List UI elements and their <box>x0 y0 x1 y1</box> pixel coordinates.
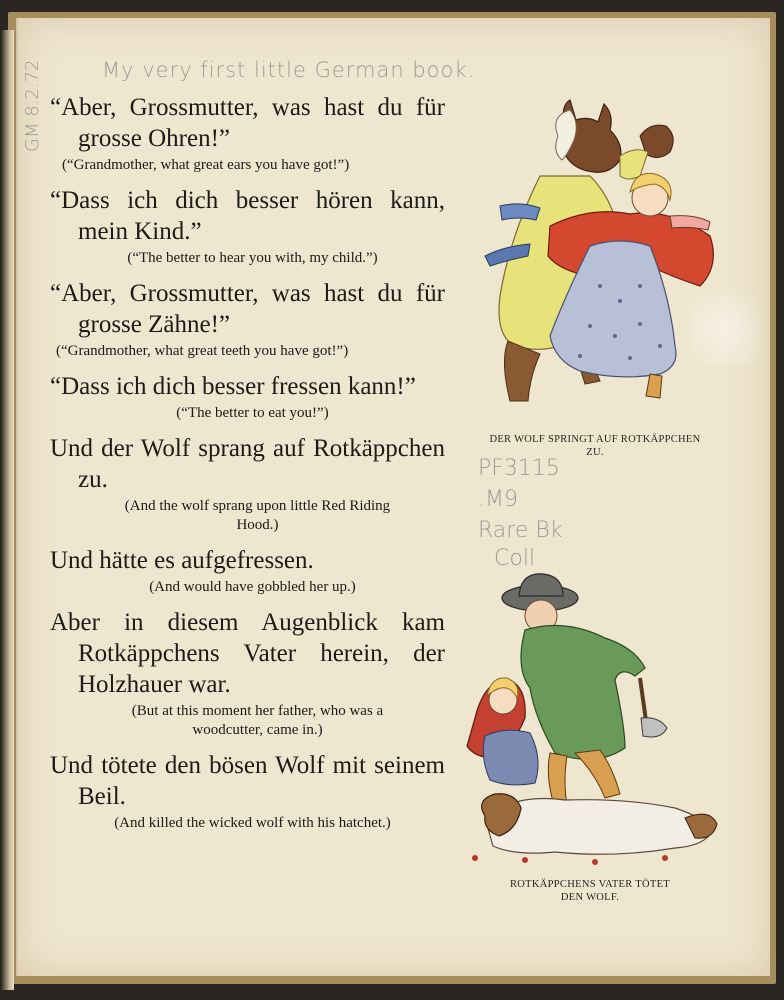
english-translation: (But at this moment her father, who was a woodcutter, came in.) <box>131 703 384 738</box>
call-number-line: .M9 <box>478 487 518 512</box>
woodcutter-illustration <box>455 568 730 878</box>
handwritten-note: My very first little German book. <box>102 58 476 82</box>
english-translation: (And would have gobbled her up.) <box>149 579 356 595</box>
german-line: “Aber, Grossmutter, was hast du für grosse Zähne!” <box>50 280 445 338</box>
german-line: Aber in diesem Augenblick kam Rotkäppchens Vater herein, der Holzhauer war. <box>50 609 445 698</box>
german-line: Und hätte es aufgefressen. <box>50 547 314 574</box>
caption-line: ZU. <box>586 447 604 458</box>
illustration-caption <box>480 878 700 904</box>
english-translation: (“The better to eat you!”) <box>176 405 329 421</box>
english-translation: (And the wolf sprang upon little Red Riding Hood.) <box>124 498 391 533</box>
german-line: Und tötete den bösen Wolf mit seinem Beil. <box>50 752 445 810</box>
german-line: “Dass ich dich besser fressen kann!” <box>50 373 416 400</box>
call-number-line: Coll <box>494 546 536 571</box>
illustration-caption <box>470 433 720 459</box>
caption-line: DEN WOLF. <box>560 892 620 903</box>
call-number-line: Rare Bk <box>478 518 563 543</box>
english-translation: (“The better to hear you with, my child.”) <box>127 250 378 266</box>
english-translation: (And killed the wicked wolf with his hatchet.) <box>114 815 391 831</box>
caption-line: ROTKÄPPCHENS VATER TÖTET <box>509 879 671 890</box>
call-number-line: PF3115 <box>478 456 560 481</box>
wolf-springs-illustration <box>470 96 730 416</box>
english-translation: (“Grandmother, what great ears you have got!”) <box>62 157 350 173</box>
handwritten-margin-code: GM 8.2.72 <box>22 59 43 152</box>
caption-line: DER WOLF SPRINGT AUF ROTKÄPPCHEN <box>489 434 701 445</box>
english-translation: (“Grandmother, what great teeth you have got!”) <box>56 343 349 359</box>
story-text <box>50 92 445 843</box>
page-edge <box>0 30 14 990</box>
german-line: “Aber, Grossmutter, was hast du für grosse Ohren!” <box>50 94 445 152</box>
german-line: Und der Wolf sprang auf Rotkäppchen zu. <box>50 435 445 493</box>
german-line: “Dass ich dich besser hören kann, mein Kind.” <box>50 187 445 245</box>
